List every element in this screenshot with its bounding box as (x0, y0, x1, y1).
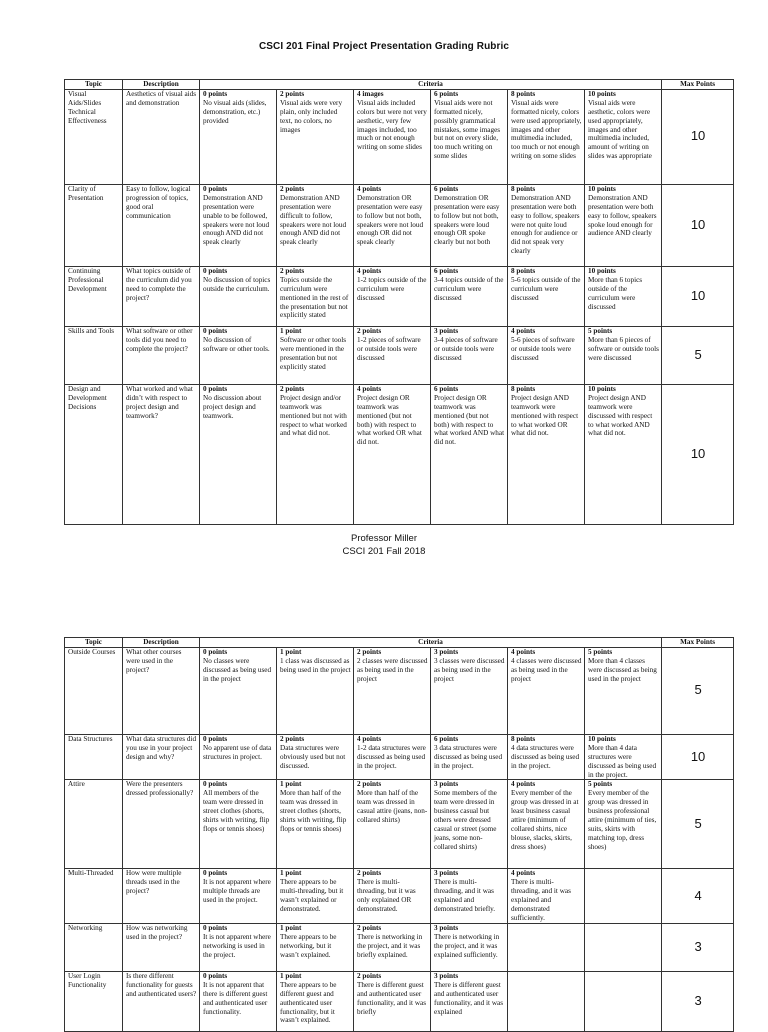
criteria-cell (431, 780, 508, 869)
header-max-points: Max Points (662, 80, 734, 90)
row-topic: Networking (65, 923, 123, 971)
criteria-cell (277, 780, 354, 869)
criteria-cell (431, 384, 508, 524)
criteria-cell (585, 184, 662, 266)
criteria-text: Project design OR teamwork was mentioned (but not both) with respect to what worked OR what did not. (357, 393, 422, 447)
criteria-points: 5 points (588, 647, 613, 656)
criteria-cell (354, 971, 431, 1031)
row-description: What other courses were used in the project? (123, 647, 200, 734)
criteria-cell (585, 734, 662, 780)
criteria-text: There appears to be multi-threading, but it wasn’t explained or demonstrated. (280, 878, 344, 914)
criteria-text: 4 data structures were discussed as being used in the project. (511, 743, 580, 770)
criteria-text: Visual aids included colors but were not very aesthetic, very few images included, too much or not enough writing on some slides (357, 98, 427, 152)
row-topic: Outside Courses (65, 647, 123, 734)
header-criteria: Criteria (200, 638, 662, 648)
criteria-cell (508, 780, 585, 869)
criteria-cell (277, 184, 354, 266)
criteria-points: 4 points (511, 647, 536, 656)
table-row (65, 971, 734, 1031)
criteria-points: 6 points (434, 89, 459, 98)
criteria-cell (277, 923, 354, 971)
criteria-text: There is multi-threading, and it was explained and demonstrated briefly. (434, 878, 496, 914)
row-topic: Attire (65, 780, 123, 869)
criteria-cell (354, 384, 431, 524)
criteria-points: 1 point (280, 869, 302, 878)
criteria-text: More than half of the team was dressed in street clothes (shorts, shirts with writing, flip flops or tennis shoes) (280, 789, 347, 833)
criteria-cell (508, 923, 585, 971)
criteria-text: 3-4 pieces of software or outside tools were discussed (434, 335, 498, 362)
criteria-text: There is multi-threading, but it was only explained OR demonstrated. (357, 878, 416, 914)
criteria-cell (354, 780, 431, 869)
criteria-text: 3 data structures were discussed as being used in the project. (434, 743, 503, 770)
criteria-points: 1 point (280, 923, 302, 932)
criteria-text: 5-6 topics outside of the curriculum were discussed (511, 275, 581, 302)
criteria-points: 0 points (203, 384, 228, 393)
row-topic: Design and Development Decisions (65, 384, 123, 524)
criteria-points: 0 points (203, 266, 228, 275)
criteria-cell (200, 971, 277, 1031)
criteria-cell (508, 869, 585, 923)
criteria-cell (277, 384, 354, 524)
header-topic: Topic (65, 638, 123, 648)
criteria-points: 10 points (588, 266, 616, 275)
max-points: 5 (662, 780, 734, 869)
criteria-text: Project design OR teamwork was mentioned (but not both) with respect to what worked AND what did not. (434, 393, 505, 447)
criteria-cell (200, 266, 277, 326)
criteria-text: 4 classes were discussed as being used in the project (511, 656, 582, 683)
criteria-cell (200, 384, 277, 524)
criteria-points: 8 points (511, 184, 536, 193)
criteria-text: 5-6 pieces of software or outside tools were discussed (511, 335, 575, 362)
criteria-cell (585, 89, 662, 184)
criteria-points: 6 points (434, 266, 459, 275)
criteria-cell (354, 647, 431, 734)
criteria-cell (431, 971, 508, 1031)
criteria-points: 8 points (511, 384, 536, 393)
criteria-cell (200, 780, 277, 869)
criteria-text: There is networking in the project, and it was briefly explained. (357, 932, 423, 959)
rubric-table-1 (64, 79, 734, 525)
criteria-cell (431, 184, 508, 266)
criteria-points: 1 point (280, 780, 302, 789)
criteria-points: 2 points (280, 734, 305, 743)
criteria-text: There appears to be different guest and authenticated user functionality, but it wasn’t explained. (280, 980, 337, 1025)
criteria-points: 4 points (511, 869, 536, 878)
criteria-text: More than 6 topics outside of the curriculum were discussed (588, 275, 643, 311)
criteria-points: 0 points (203, 971, 228, 980)
criteria-cell (277, 89, 354, 184)
row-description: How were multiple threads used in the project? (123, 869, 200, 923)
criteria-cell (508, 971, 585, 1031)
criteria-points: 5 points (588, 780, 613, 789)
criteria-cell (508, 89, 585, 184)
criteria-cell (200, 89, 277, 184)
criteria-points: 2 points (357, 869, 382, 878)
criteria-points: 2 points (357, 971, 382, 980)
criteria-points: 6 points (434, 384, 459, 393)
criteria-cell (354, 89, 431, 184)
criteria-points: 6 points (434, 184, 459, 193)
criteria-text: Every member of the group was dressed in business professional attire (minimum of ties, suits, skirts with matching top, dress shoes) (588, 789, 657, 851)
criteria-cell (431, 923, 508, 971)
criteria-cell (277, 266, 354, 326)
criteria-points: 5 points (588, 326, 613, 335)
row-description: Is there different functionality for guests and authenticated users? (123, 971, 200, 1031)
criteria-text: 3-4 topics outside of the curriculum were discussed (434, 275, 504, 302)
criteria-text: It is not apparent where multiple threads are used in the project. (203, 878, 271, 905)
page-title: CSCI 201 Final Project Presentation Grading Rubric (258, 41, 510, 52)
criteria-cell (585, 647, 662, 734)
criteria-text: More than 4 classes were discussed as being used in the project (588, 656, 657, 683)
row-description: How was networking used in the project? (123, 923, 200, 971)
criteria-text: All members of the team were dressed in street clothes (shorts, shirts with writing, flip flops or tennis shoes) (203, 789, 270, 833)
max-points: 3 (662, 971, 734, 1031)
criteria-points: 4 points (511, 326, 536, 335)
criteria-cell (508, 266, 585, 326)
row-topic: Data Structures (65, 734, 123, 780)
criteria-text: No discussion of topics outside the curriculum. (203, 275, 271, 293)
criteria-cell (585, 780, 662, 869)
criteria-text: Visual aids were not formatted nicely, possibly grammatical mistakes, some images but not on every slide, too much writing on some slides (434, 98, 501, 161)
criteria-points: 3 points (434, 869, 459, 878)
row-description: What worked and what didn’t with respect to project design and teamwork? (123, 384, 200, 524)
criteria-points: 4 points (511, 780, 536, 789)
criteria-text: There is different guest and authenticated user functionality, and it was briefly (357, 980, 426, 1016)
criteria-points: 4 points (357, 734, 382, 743)
max-points: 10 (662, 89, 734, 184)
rubric-table-2 (64, 637, 734, 1032)
table-row (65, 647, 734, 734)
criteria-text: Visual aids were aesthetic, colors were used appropriately, images and other multimedia included, amount of writing on slides was appropriate (588, 98, 652, 161)
criteria-cell (354, 266, 431, 326)
criteria-points: 8 points (511, 266, 536, 275)
header-topic: Topic (65, 80, 123, 90)
criteria-text: Project design AND teamwork were mentioned with respect to what worked OR what did not. (511, 393, 579, 438)
row-topic: Continuing Professional Development (65, 266, 123, 326)
table-row (65, 384, 734, 524)
criteria-points: 3 points (434, 647, 459, 656)
criteria-cell (277, 869, 354, 923)
row-description: Were the presenters dressed professionally? (123, 780, 200, 869)
criteria-cell (200, 923, 277, 971)
table-row (65, 89, 734, 184)
criteria-cell (508, 384, 585, 524)
criteria-points: 10 points (588, 89, 616, 98)
max-points: 10 (662, 266, 734, 326)
criteria-cell (200, 869, 277, 923)
criteria-cell (585, 326, 662, 384)
criteria-points: 2 points (280, 384, 305, 393)
criteria-text: 1-2 data structures were discussed as being used in the project. (357, 743, 426, 770)
criteria-cell (585, 869, 662, 923)
criteria-points: 3 points (434, 971, 459, 980)
criteria-points: 1 point (280, 647, 302, 656)
criteria-points: 10 points (588, 184, 616, 193)
table-row (65, 869, 734, 923)
criteria-text: Data structures were obviously used but not discussed. (280, 743, 346, 770)
table-row (65, 326, 734, 384)
criteria-points: 0 points (203, 326, 228, 335)
criteria-points: 8 points (511, 734, 536, 743)
criteria-text: 1 class was discussed as being used in the project (280, 656, 351, 674)
criteria-cell (277, 326, 354, 384)
criteria-points: 2 points (357, 923, 382, 932)
criteria-points: 2 points (280, 266, 305, 275)
criteria-points: 3 points (434, 326, 459, 335)
criteria-cell (585, 266, 662, 326)
criteria-text: No discussion of software or other tools. (203, 335, 270, 353)
criteria-text: Demonstration AND presentation were difficult to follow, speakers were not loud enough AND did not speak clearly (280, 193, 347, 247)
criteria-points: 1 point (280, 326, 302, 335)
max-points: 5 (662, 326, 734, 384)
row-description: What topics outside of the curriculum did you need to complete the project? (123, 266, 200, 326)
criteria-cell (508, 184, 585, 266)
criteria-text: Demonstration OR presentation were easy to follow but not both, speakers were not loud enough OR did not speak clearly (357, 193, 424, 247)
criteria-points: 10 points (588, 734, 616, 743)
criteria-cell (585, 923, 662, 971)
criteria-text: No classes were discussed as being used in the project (203, 656, 272, 683)
criteria-text: 2 classes were discussed as being used in the project (357, 656, 428, 683)
criteria-text: There appears to be networking, but it wasn’t explained. (280, 932, 337, 959)
row-topic: Multi-Threaded (65, 869, 123, 923)
table-row (65, 734, 734, 780)
table-row (65, 266, 734, 326)
criteria-cell (200, 647, 277, 734)
criteria-text: 1-2 pieces of software or outside tools were discussed (357, 335, 421, 362)
row-topic: User Login Functionality (65, 971, 123, 1031)
criteria-points: 0 points (203, 734, 228, 743)
row-topic: Clarity of Presentation (65, 184, 123, 266)
criteria-text: No visual aids (slides, demonstration, etc.) provided (203, 98, 267, 125)
criteria-cell (200, 734, 277, 780)
criteria-cell (508, 647, 585, 734)
row-description: Easy to follow, logical progression of topics, good oral communication (123, 184, 200, 266)
footer-course: CSCI 201 Fall 2018 (342, 546, 426, 557)
table-row (65, 780, 734, 869)
criteria-points: 4 points (357, 384, 382, 393)
criteria-cell (277, 971, 354, 1031)
criteria-cell (431, 734, 508, 780)
row-description: What data structures did you use in your project design and why? (123, 734, 200, 780)
criteria-text: Topics outside the curriculum were mentioned in the rest of the presentation but not explicitly stated (280, 275, 349, 320)
criteria-points: 0 points (203, 780, 228, 789)
criteria-text: 1-2 topics outside of the curriculum were discussed (357, 275, 427, 302)
criteria-points: 2 points (357, 780, 382, 789)
criteria-text: More than 4 data structures were discussed as being used in the project. (588, 743, 657, 779)
criteria-points: 4 points (357, 266, 382, 275)
max-points: 10 (662, 184, 734, 266)
max-points: 4 (662, 869, 734, 923)
footer-professor: Professor Miller (351, 533, 417, 544)
criteria-text: There is multi-threading, and it was explained and demonstrated sufficiently. (511, 878, 571, 922)
criteria-points: 8 points (511, 89, 536, 98)
row-description: What software or other tools did you need to complete the project? (123, 326, 200, 384)
table-row (65, 923, 734, 971)
table-row (65, 184, 734, 266)
criteria-points: 0 points (203, 869, 228, 878)
criteria-cell (354, 869, 431, 923)
max-points: 3 (662, 923, 734, 971)
criteria-text: Software or other tools were mentioned in the presentation but not explicitly stated (280, 335, 347, 371)
criteria-text: There is networking in the project, and it was explained sufficiently. (434, 932, 500, 959)
criteria-text: No discussion about project design and teamwork. (203, 393, 262, 420)
criteria-text: It is not apparent where networking is used in the project. (203, 932, 271, 959)
header-criteria: Criteria (200, 80, 662, 90)
max-points: 10 (662, 384, 734, 524)
criteria-points: 1 point (280, 971, 302, 980)
criteria-points: 3 points (434, 780, 459, 789)
criteria-cell (431, 89, 508, 184)
criteria-points: 2 points (357, 647, 382, 656)
criteria-points: 3 points (434, 923, 459, 932)
criteria-cell (585, 971, 662, 1031)
criteria-points: 0 points (203, 923, 228, 932)
criteria-text: Project design AND teamwork were discussed with respect to what worked AND what did not. (588, 393, 653, 438)
criteria-points: 6 points (434, 734, 459, 743)
criteria-text: Visual aids were very plain, only included text, no colors, no images (280, 98, 343, 134)
footer (0, 532, 768, 558)
criteria-cell (277, 734, 354, 780)
criteria-text: 3 classes were discussed as being used in the project (434, 656, 505, 683)
criteria-cell (200, 184, 277, 266)
header-max-points: Max Points (662, 638, 734, 648)
criteria-points: 0 points (203, 89, 228, 98)
criteria-cell (354, 734, 431, 780)
max-points: 10 (662, 734, 734, 780)
criteria-text: Project design and/or teamwork was mentioned but not with respect to what worked and what did not. (280, 393, 347, 438)
criteria-text: No apparent use of data structures in project. (203, 743, 272, 761)
criteria-cell (585, 384, 662, 524)
criteria-cell (508, 326, 585, 384)
criteria-cell (354, 326, 431, 384)
criteria-points: 0 points (203, 184, 228, 193)
criteria-points: 2 points (280, 89, 305, 98)
max-points: 5 (662, 647, 734, 734)
criteria-text: Demonstration AND presentation were both easy to follow, speakers spoke loud enough for audience AND clearly (588, 193, 657, 238)
criteria-points: 2 points (280, 184, 305, 193)
criteria-points: 0 points (203, 647, 228, 656)
criteria-cell (431, 266, 508, 326)
criteria-cell (354, 184, 431, 266)
criteria-cell (200, 326, 277, 384)
criteria-cell (431, 326, 508, 384)
criteria-text: Every member of the group was dressed in at least business casual attire (minimum of collared shirts, nice blouse, slacks, skirts, dress shoes) (511, 789, 579, 851)
criteria-cell (508, 734, 585, 780)
criteria-cell (431, 869, 508, 923)
criteria-points: 10 points (588, 384, 616, 393)
row-description: Aesthetics of visual aids and demonstration (123, 89, 200, 184)
criteria-text: More than 6 pieces of software or outside tools were discussed (588, 335, 659, 362)
row-topic: Visual Aids/Slides Technical Effectiveness (65, 89, 123, 184)
criteria-text: There is different guest and authenticated user functionality, and it was explained (434, 980, 503, 1016)
criteria-text: Visual aids were formatted nicely, colors were used appropriately, images and other multimedia included, too much or not enough writing on some slides (511, 98, 582, 161)
criteria-text: More than half of the team was dressed in casual attire (jeans, non-collared shirts) (357, 789, 428, 825)
criteria-cell (354, 923, 431, 971)
criteria-text: Some members of the team were dressed in business casual but others were dressed casual or street (some jeans, some non-collared shirts) (434, 789, 497, 851)
criteria-text: It is not apparent that there is different guest and authenticated user functionality. (203, 980, 268, 1016)
criteria-cell (431, 647, 508, 734)
row-topic: Skills and Tools (65, 326, 123, 384)
criteria-points: 4 points (357, 184, 382, 193)
criteria-points: 2 points (357, 326, 382, 335)
criteria-text: Demonstration AND presentation were both easy to follow, speakers were not quite loud enough for audience or did not speak very clearly (511, 193, 580, 256)
header-description: Description (123, 638, 200, 648)
header-description: Description (123, 80, 200, 90)
criteria-points: 4 images (357, 89, 384, 98)
criteria-cell (277, 647, 354, 734)
criteria-text: Demonstration AND presentation were unable to be followed, speakers were not loud enough AND did not speak clearly (203, 193, 270, 247)
criteria-text: Demonstration OR presentation were easy to follow but not both, speakers were loud enough OR spoke clearly but not both (434, 193, 500, 247)
